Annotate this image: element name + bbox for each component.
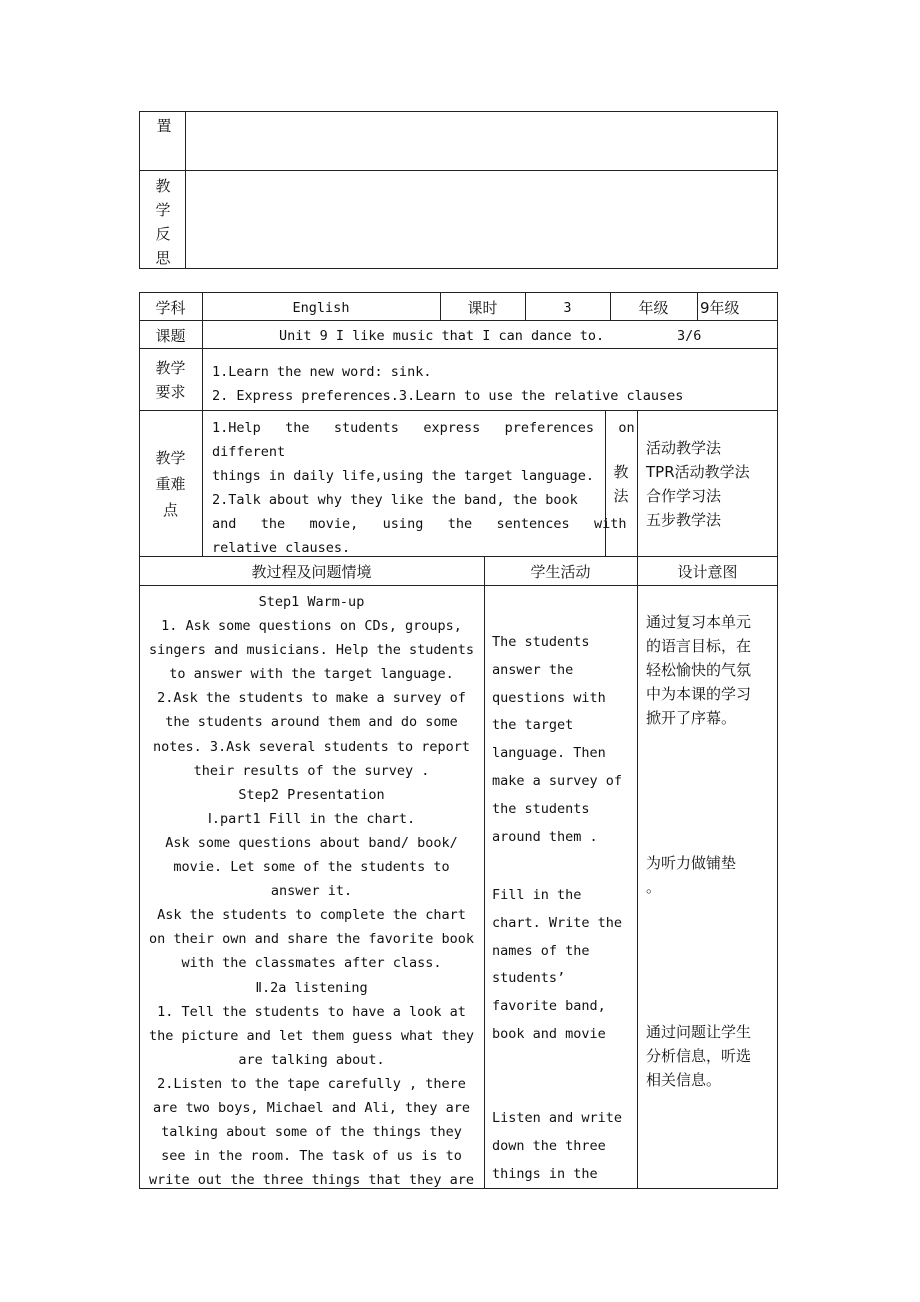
- hline: [139, 585, 778, 586]
- design-line: 轻松愉快的气氛: [646, 661, 752, 679]
- requirements-line: 2. Express preferences.3.Learn to use the relative clauses: [212, 388, 684, 404]
- process-line: Ⅰ.part1 Fill in the chart.: [207, 810, 416, 827]
- grade-label: 年级: [638, 299, 669, 317]
- design-line: 的语言目标，在: [646, 637, 752, 655]
- topic-label: 课题: [155, 327, 186, 345]
- key-points-line: 2.Talk about why they like the band, the book: [212, 492, 578, 508]
- key-points-label-line: 教学: [155, 449, 186, 467]
- student-line: the students: [492, 800, 590, 817]
- hline: [139, 348, 778, 349]
- student-line: students’: [492, 970, 566, 987]
- student-line: Listen and write: [492, 1110, 623, 1126]
- key-points-line: different: [212, 444, 286, 460]
- process-line: Step1 Warm-up: [258, 594, 365, 610]
- process-line: see in the room. The task of us is to: [161, 1148, 462, 1165]
- process-line: to answer with the target language.: [169, 666, 454, 683]
- student-line: favorite band,: [492, 998, 606, 1015]
- key-points-label-line: 重难: [155, 475, 186, 493]
- design-line: 通过复习本单元: [646, 613, 752, 631]
- hline: [139, 410, 778, 411]
- design-block-2: [646, 851, 736, 899]
- process-line: are talking about.: [238, 1051, 385, 1068]
- period-value: 3: [563, 300, 572, 316]
- requirements-text: [212, 360, 683, 408]
- student-line: answer the: [492, 661, 574, 678]
- subject-label: 学科: [155, 299, 186, 317]
- period-label: 课时: [467, 299, 498, 317]
- process-line: 2.Listen to the tape carefully , there: [157, 1075, 466, 1092]
- process-content: [140, 590, 483, 1192]
- vline: [202, 292, 203, 556]
- key-points-line: 1.Help the students express preferences on: [212, 420, 635, 436]
- student-line: chart. Write the: [492, 914, 623, 931]
- process-line: singers and musicians. Help the students: [148, 642, 475, 659]
- student-activity-block-1: [492, 629, 622, 851]
- process-line: with the classmates after class.: [181, 955, 442, 972]
- design-line: 通过问题让学生: [646, 1023, 752, 1041]
- requirements-label: [139, 356, 202, 404]
- process-line: answer it.: [270, 883, 353, 900]
- student-line: The students: [492, 634, 590, 650]
- reflection-table: [139, 111, 778, 269]
- column-header-process: 教过程及问题情境: [251, 563, 372, 581]
- requirements-line: 1.Learn the new word: sink.: [212, 364, 432, 380]
- design-line: 相关信息。: [646, 1071, 722, 1089]
- process-line: 1. Tell the students to have a look at: [157, 1003, 466, 1020]
- process-line: 1. Ask some questions on CDs, groups,: [161, 618, 462, 635]
- vline: [697, 292, 698, 320]
- process-line: are two boys, Michael and Ali, they are: [153, 1099, 470, 1116]
- reflection-table-divider-h: [139, 170, 778, 171]
- design-line: 中为本课的学习: [646, 685, 752, 703]
- method-item: 五步教学法: [646, 511, 722, 529]
- method-item: 合作学习法: [646, 487, 722, 505]
- process-line: movie. Let some of the students to: [173, 859, 450, 876]
- key-points-line: things in daily life,using the target language.: [212, 468, 595, 484]
- student-line: make a survey of: [492, 772, 623, 789]
- row-label-reflection: [150, 174, 176, 270]
- student-line: around them .: [492, 828, 598, 845]
- requirements-label-line: 要求: [155, 383, 186, 401]
- method-label-char: 教: [613, 463, 629, 481]
- subject-value: English: [292, 300, 350, 316]
- grade-value: 9年级: [700, 299, 740, 317]
- process-line: Ⅱ.2a listening: [255, 979, 368, 996]
- student-line: the target: [492, 717, 574, 734]
- key-points-line: relative clauses.: [212, 540, 351, 556]
- column-header-student: 学生活动: [530, 563, 591, 581]
- design-line: 掀开了序幕。: [646, 709, 737, 727]
- requirements-label-line: 教学: [155, 359, 186, 377]
- method-item: 活动教学法: [646, 439, 722, 457]
- process-line: Step2 Presentation: [238, 786, 385, 803]
- process-line: 2.Ask the students to make a survey of: [157, 690, 466, 707]
- design-block-3: [646, 1020, 751, 1092]
- reflection-char: 反: [155, 225, 171, 243]
- student-line: down the three: [492, 1137, 606, 1154]
- design-line: 分析信息，听选: [646, 1047, 752, 1065]
- column-header-design: 设计意图: [677, 563, 738, 581]
- hline: [139, 320, 778, 321]
- process-line: Ask the students to complete the chart: [157, 907, 466, 924]
- student-line: questions with: [492, 689, 606, 706]
- student-line: names of the: [492, 942, 590, 959]
- vline: [484, 556, 485, 1189]
- student-line: things in the: [492, 1165, 598, 1182]
- reflection-char: 思: [155, 249, 171, 267]
- student-activity-block-3: [492, 1105, 622, 1188]
- design-block-1: [646, 610, 751, 730]
- row-label-zhi: 置: [156, 117, 172, 135]
- process-line: on their own and share the favorite book: [148, 931, 475, 948]
- process-line: notes. 3.Ask several students to report: [153, 738, 470, 755]
- process-line: their results of the survey .: [193, 762, 430, 779]
- key-points-label: [139, 445, 202, 523]
- student-line: language. Then: [492, 745, 606, 762]
- key-points-text: [212, 416, 635, 560]
- method-label: [605, 460, 637, 508]
- methods-list: [646, 436, 750, 532]
- topic-progress: 3/6: [677, 328, 702, 344]
- student-line: Fill in the: [492, 887, 582, 903]
- design-line: 为听力做铺垫: [646, 854, 737, 872]
- reflection-table-divider-v: [185, 111, 186, 269]
- key-points-label-line: 点: [162, 501, 178, 519]
- key-points-line: and the movie, using the sentences with: [212, 516, 627, 532]
- vline: [637, 410, 638, 1189]
- student-line: book and movie: [492, 1025, 606, 1042]
- method-item: TPR活动教学法: [646, 463, 750, 481]
- method-label-char: 法: [613, 487, 629, 505]
- reflection-char: 教: [155, 177, 171, 195]
- topic-value: Unit 9 I like music that I can dance to.: [279, 328, 605, 344]
- process-line: Ask some questions about band/ book/: [165, 834, 458, 851]
- process-line: the picture and let them guess what they: [148, 1027, 475, 1044]
- design-line: 。: [646, 878, 662, 896]
- reflection-char: 学: [155, 201, 171, 219]
- process-line: the students around them and do some: [165, 714, 458, 731]
- process-line: talking about some of the things they: [161, 1124, 462, 1141]
- process-line: write out the three things that they are: [148, 1172, 475, 1189]
- student-activity-block-2: [492, 882, 622, 1049]
